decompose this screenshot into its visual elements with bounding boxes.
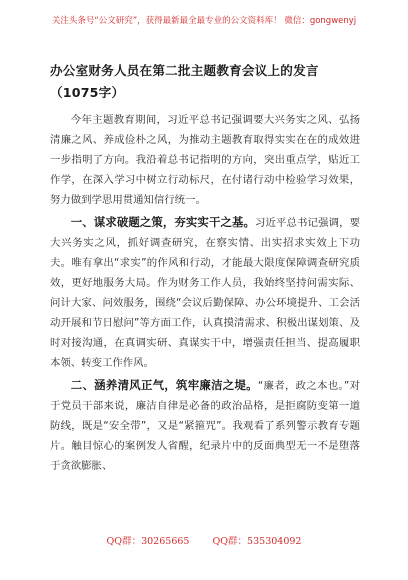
section-heading-2: 二、涵养清风正气，筑牢廉洁之堤。 bbox=[70, 378, 258, 392]
document-body bbox=[50, 110, 360, 476]
section-heading-1: 一、谋求破题之策，夯实实干之基。 bbox=[70, 215, 255, 229]
footer-qq-group-2: QQ群：535304092 bbox=[212, 536, 302, 547]
section-two bbox=[50, 375, 360, 476]
section-text-1: 习近平总书记强调，要大兴务实之风，抓好调查研究，在察实情、出实招求实效上下功夫。唯有拿出“求实”的作风和行动，才能最大限度保障调查研究质效，更好地服务大局。作为财务工作人员，我始终坚持问需实际、问计大家、问效服务，围绕“会议后勤保障、办公环境提升、工会活动开展和节日慰问”等方面工作，认真摸清需求、积极出谋划策、及时对接沟通，在真调实研、真谋实干中，增强责任担当、提高履职本领、转变工作作风。 bbox=[50, 217, 360, 369]
section-text-2: “廉者，政之本也。”对于党员干部来说，廉洁自律是必备的政治品格，是拒腐防变第一道防线，既是“安全带”，又是“紧箍咒”。我观看了系列警示教育专题片。触目惊心的案例发人省醒，纪录片中的反面典型无一不是堕落于贪欲膨胀、 bbox=[50, 380, 360, 472]
document-title: 办公室财务人员在第二批主题教育会议上的发言（1075字） bbox=[50, 63, 319, 100]
paragraph-intro: 今年主题教育期间，习近平总书记强调要大兴务实之风、弘扬清廉之风、养成俭朴之风，为推动主题教育取得实实在在的成效进一步指明了方向。我沿着总书记指明的方向，突出重点学，贴近工作学，在深入学习中树立行动标尺，在付诸行动中检验学习效果，努力做到学思用贯通知信行统一。 bbox=[50, 114, 360, 206]
footer-contact bbox=[0, 533, 408, 547]
footer-qq-group-1: QQ群：30265665 bbox=[106, 536, 190, 547]
header-banner: 关注头条号“公文研究”，获得最新最全最专业的公文资料库！ 微信：gongwenyj bbox=[51, 16, 357, 26]
section-one bbox=[50, 212, 360, 373]
